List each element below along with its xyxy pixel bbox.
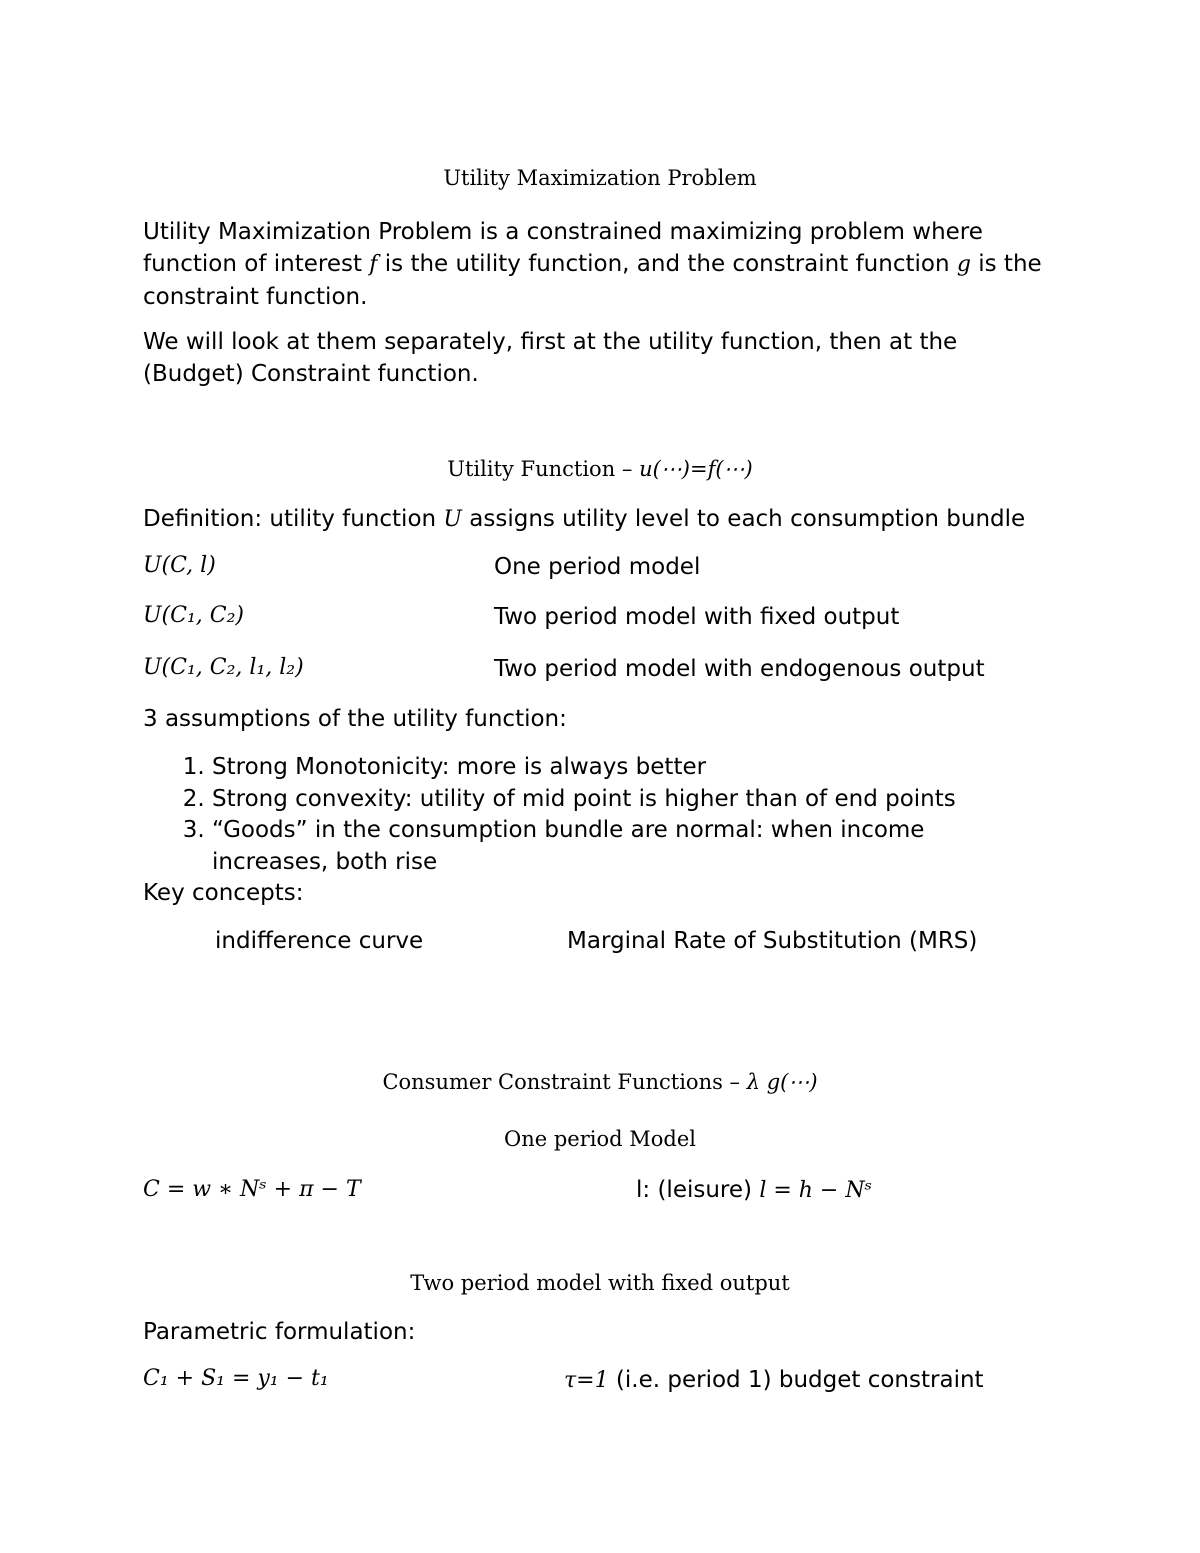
definition-line [143,503,1025,536]
model-formula-2: U(C₁, C₂) [143,603,244,628]
page-title: Utility Maximization Problem [443,166,757,190]
math-f: f [369,252,378,277]
math-g: g [956,252,971,277]
intro-text-2: is the utility function, and the constraint function [377,251,957,277]
key-concept-2: Marginal Rate of Substitution (MRS) [567,928,978,954]
utility-heading-math: u(⋯)=f(⋯) [639,457,753,481]
one-period-formula: C = w ∗ Nˢ + π − T [143,1177,361,1202]
leisure-formula: l = h − Nˢ [759,1178,873,1203]
two-period-heading: Two period model with fixed output [410,1271,790,1295]
leisure-label: l: (leisure) [636,1177,760,1203]
budget-formula: C₁ + S₁ = y₁ − t₁ [143,1366,329,1391]
model-formula-1: U(C, l) [143,553,216,578]
definition-text-1: Definition: utility function [143,506,444,532]
assumption-item: 1. Strong Monotonicity: more is always better [212,752,1032,784]
parametric-label: Parametric formulation: [143,1319,416,1345]
leisure-line [636,1174,872,1207]
utility-heading-text: Utility Function – [447,457,640,481]
assumptions-intro: 3 assumptions of the utility function: [143,706,567,732]
assumptions-list [143,752,1032,878]
assumption-item: 3. “Goods” in the consumption bundle are normal: when income increases, both rise [212,815,1032,878]
intro-text-1: Utility Maximization Problem is a constrained maximizing problem where function of interest [143,219,983,277]
intro-text-3: is the constraint function. [143,251,1042,310]
constraint-heading-text: Consumer Constraint Functions – [382,1070,747,1094]
constraint-heading-math: λ g(⋯) [746,1070,818,1094]
constraint-functions-heading [0,1070,1200,1094]
definition-text-2: assigns utility level to each consumption bundle [461,506,1026,532]
model-label-2: Two period model with fixed output [494,604,900,630]
math-U: U [443,507,462,532]
budget-tau: τ=1 [564,1368,609,1393]
key-concept-1: indifference curve [215,928,424,954]
utility-function-heading [0,457,1200,481]
intro-paragraph-1 [143,216,1043,313]
budget-constraint-line [564,1364,984,1397]
model-label-3: Two period model with endogenous output [494,656,985,682]
key-concepts-label: Key concepts: [143,880,304,906]
budget-label: (i.e. period 1) budget constraint [608,1367,984,1393]
intro-paragraph-2: We will look at them separately, first at the utility function, then at the (Budget) Constraint function. [143,329,958,387]
assumption-item: 2. Strong convexity: utility of mid point is higher than of end points [212,784,1032,816]
one-period-heading: One period Model [504,1127,696,1151]
model-formula-3: U(C₁, C₂, l₁, l₂) [143,655,304,680]
model-label-1: One period model [494,554,701,580]
